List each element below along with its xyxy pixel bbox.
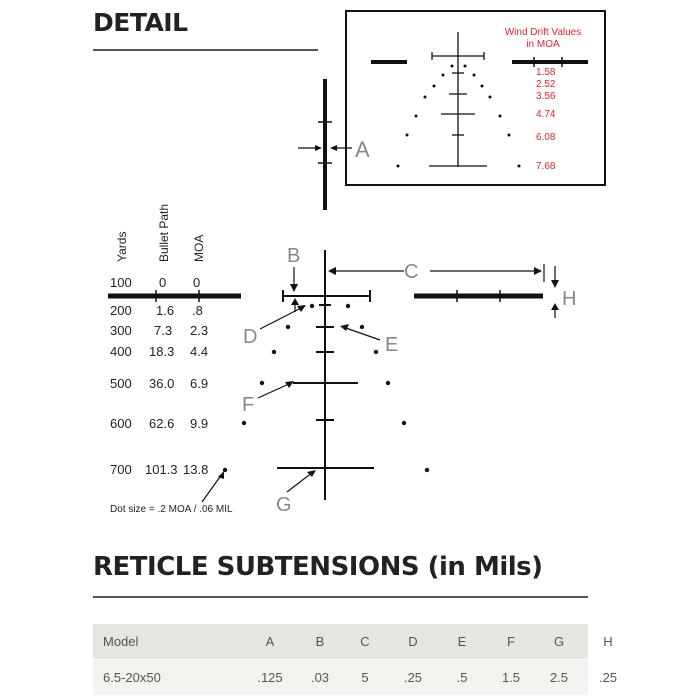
table-value-row: [93, 659, 618, 695]
yards: 200: [110, 303, 132, 318]
label-b: B: [287, 245, 301, 267]
drift-value: 7.68: [536, 161, 556, 172]
drift-value: 2.52: [536, 79, 556, 90]
value-cell: 1.5: [501, 670, 521, 685]
value-cell: .03: [310, 670, 330, 685]
path: 18.3: [149, 344, 175, 359]
header-cell: F: [507, 634, 515, 649]
subtensions-title: RETICLE SUBTENSIONS (in Mils): [93, 552, 543, 582]
path: 7.3: [154, 323, 173, 338]
dot-size-note: Dot size = .2 MOA / .06 MIL: [110, 504, 233, 515]
value-cell: 2.5: [549, 670, 569, 685]
wind-drift-inset: [346, 11, 605, 185]
path: 101.3: [145, 462, 178, 477]
drift-value: 1.58: [536, 67, 556, 78]
inset-heading-2: in MOA: [526, 39, 560, 50]
label-h: H: [562, 288, 577, 310]
header-cell: H: [603, 634, 613, 649]
table-header-row: [93, 624, 613, 659]
header-yards: Yards: [115, 231, 129, 262]
yards: 400: [110, 344, 132, 359]
label-f: F: [242, 394, 255, 416]
header-moa: MOA: [192, 234, 206, 262]
arrow-heads: [218, 267, 559, 479]
value-cell: .25: [598, 670, 618, 685]
yards: 100: [110, 275, 132, 290]
header-cell: E: [457, 634, 467, 649]
ballistic-headers: [115, 204, 206, 262]
moa: .8: [192, 303, 203, 318]
inset-heading-1: Wind Drift Values: [504, 27, 582, 38]
yards: 300: [110, 323, 132, 338]
drift-value: 6.08: [536, 132, 556, 143]
label-c: C: [404, 261, 419, 283]
moa: 4.4: [190, 344, 209, 359]
header-cell: B: [315, 634, 325, 649]
header-cell: C: [360, 634, 370, 649]
value-cell: .5: [456, 670, 468, 685]
detail-title: DETAIL: [93, 8, 188, 37]
header-cell: D: [408, 634, 418, 649]
moa: 6.9: [190, 376, 209, 391]
path: 1.6: [156, 303, 175, 318]
value-cell: 6.5-20x50: [103, 670, 161, 685]
yards: 500: [110, 376, 132, 391]
header-cell: G: [553, 634, 565, 649]
subtensions-table: [93, 624, 618, 694]
drift-value: 3.56: [536, 91, 556, 102]
path: 0: [159, 275, 167, 290]
label-a: A: [355, 137, 370, 162]
moa: 13.8: [183, 462, 209, 477]
yards: 600: [110, 416, 132, 431]
value-cell: 5: [361, 670, 369, 685]
moa: 0: [193, 275, 201, 290]
label-g: G: [276, 494, 292, 516]
path: 36.0: [149, 376, 175, 391]
annotation-lines: [202, 264, 555, 502]
subtensions-underline: [93, 596, 588, 598]
label-e: E: [385, 334, 399, 356]
drift-value: 4.74: [536, 109, 556, 120]
value-cell: .25: [403, 670, 423, 685]
ballistic-table: [110, 275, 208, 477]
yards: 700: [110, 462, 132, 477]
path: 62.6: [149, 416, 175, 431]
moa: 9.9: [190, 416, 209, 431]
moa: 2.3: [190, 323, 209, 338]
header-bullet-path: Bullet Path: [157, 203, 171, 262]
header-cell: Model: [103, 634, 139, 649]
header-cell: A: [265, 634, 275, 649]
label-d: D: [243, 326, 258, 348]
value-cell: .125: [257, 670, 283, 685]
